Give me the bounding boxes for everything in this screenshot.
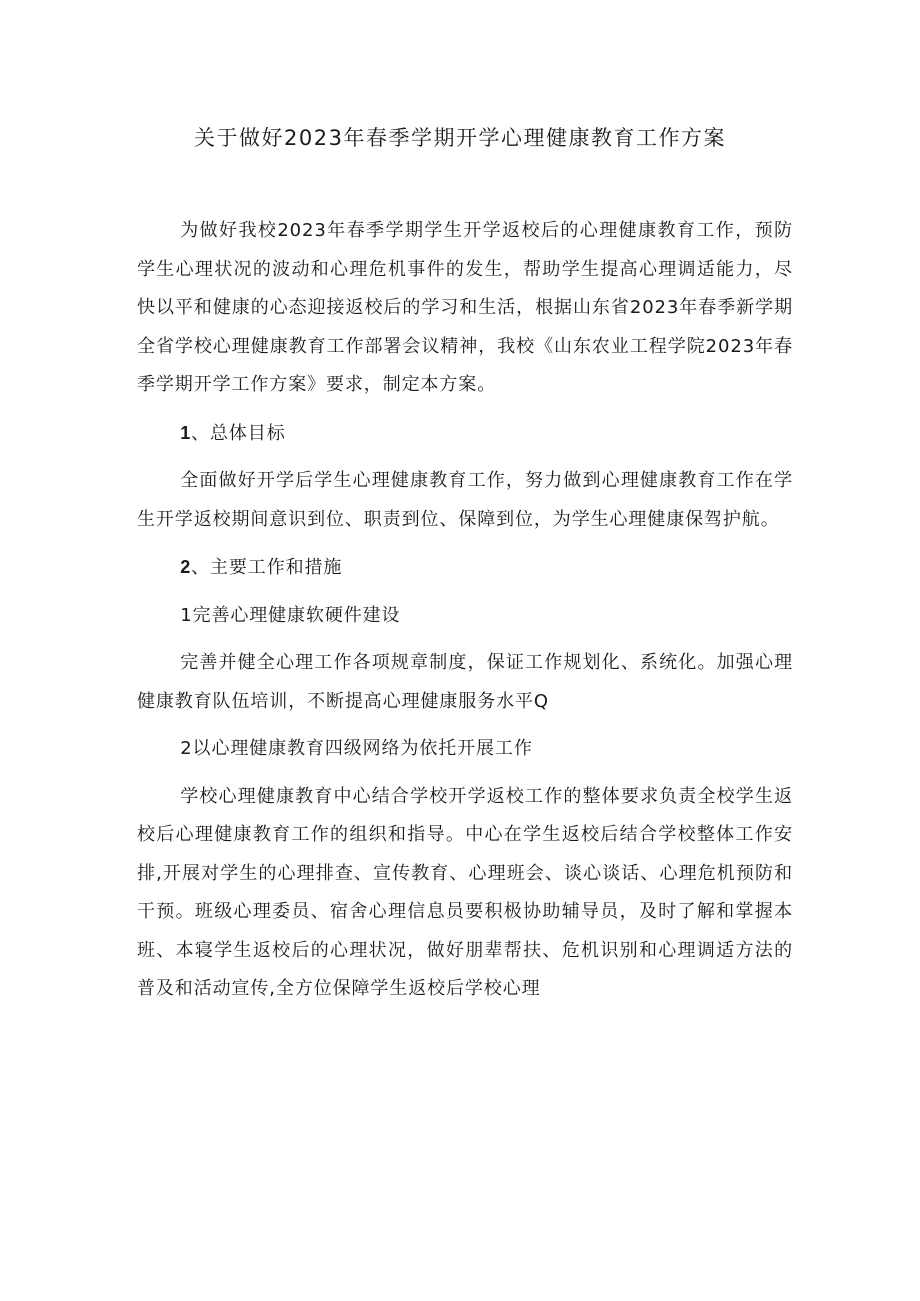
subsection-2-heading: 2以心理健康教育四级网络为依托开展工作 xyxy=(180,738,533,759)
section-2-number: 2 xyxy=(180,557,192,577)
section-2-heading xyxy=(137,548,793,588)
subsection-1-paragraph: 完善并健全心理工作各项规章制度，保证工作规划化、系统化。加强心理健康教育队伍培训，不断提高心理健康服务水平Q xyxy=(137,652,793,712)
section-1-number: 1 xyxy=(180,422,192,443)
intro-paragraph: 为做好我校2023年春季学期学生开学返校后的心理健康教育工作，预防学生心理状况的波动和心理危机事件的发生，帮助学生提高心理调适能力，尽快以平和健康的心态迎接返校后的学习和生活，根据山东省2023年春季新学期全省学校心理健康教育工作部署会议精神，我校《山东农业工程学院2023年春季学期开学工作方案》要求，制定本方案。 xyxy=(137,220,793,395)
document-title: 关于做好2023年春季学期开学心理健康教育工作方案 xyxy=(194,126,726,150)
subsection-1-heading: 1完善心理健康软硬件建设 xyxy=(180,604,401,626)
section-2-heading-text: 、主要工作和措施 xyxy=(191,557,343,578)
section-1-heading xyxy=(137,414,793,454)
subsection-2-paragraph: 学校心理健康教育中心结合学校开学返校工作的整体要求负责全校学生返校后心理健康教育工作的组织和指导。中心在学生返校后结合学校整体工作安排,开展对学生的心理排查、宣传教育、心理班会、谈心谈话、心理危机预防和干预。班级心理委员、宿舍心理信息员要积极协助辅导员，及时了解和掌握本班、本寝学生返校后的心理状况，做好朋辈帮扶、危机识别和心理调适方法的普及和活动宣传,全方位保障学生返校后学校心理 xyxy=(137,785,793,999)
section-1-heading-text: 、总体目标 xyxy=(191,422,286,444)
document-body xyxy=(137,212,793,1018)
section-1-paragraph: 全面做好开学后学生心理健康教育工作，努力做到心理健康教育工作在学生开学返校期间意识到位、职责到位、保障到位，为学生心理健康保驾护航。 xyxy=(137,470,793,530)
